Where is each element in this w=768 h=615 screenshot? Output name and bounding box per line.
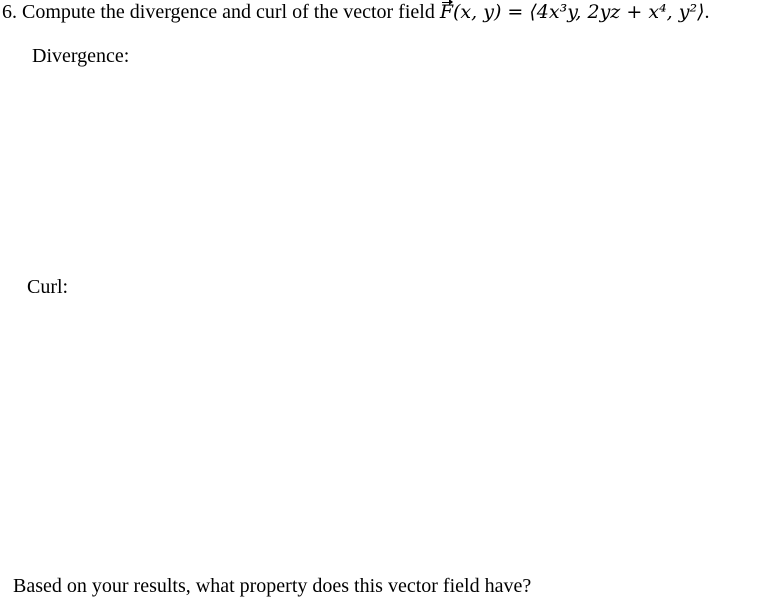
question-prefix: 6. Compute the divergence and curl of the vector field	[2, 1, 440, 23]
divergence-label: Divergence:	[32, 45, 130, 67]
vector-field-args: (x, y) =	[453, 1, 530, 23]
vector-field-expression	[440, 1, 705, 23]
curl-label: Curl:	[27, 276, 69, 298]
question-end: .	[704, 1, 710, 23]
question-text	[2, 0, 710, 24]
property-question: Based on your results, what property does this vector field have?	[13, 575, 532, 597]
vector-f-symbol: F	[439, 1, 453, 23]
vector-field-components: ⟨4x³y, 2yz + x⁴, y²⟩	[529, 1, 705, 23]
